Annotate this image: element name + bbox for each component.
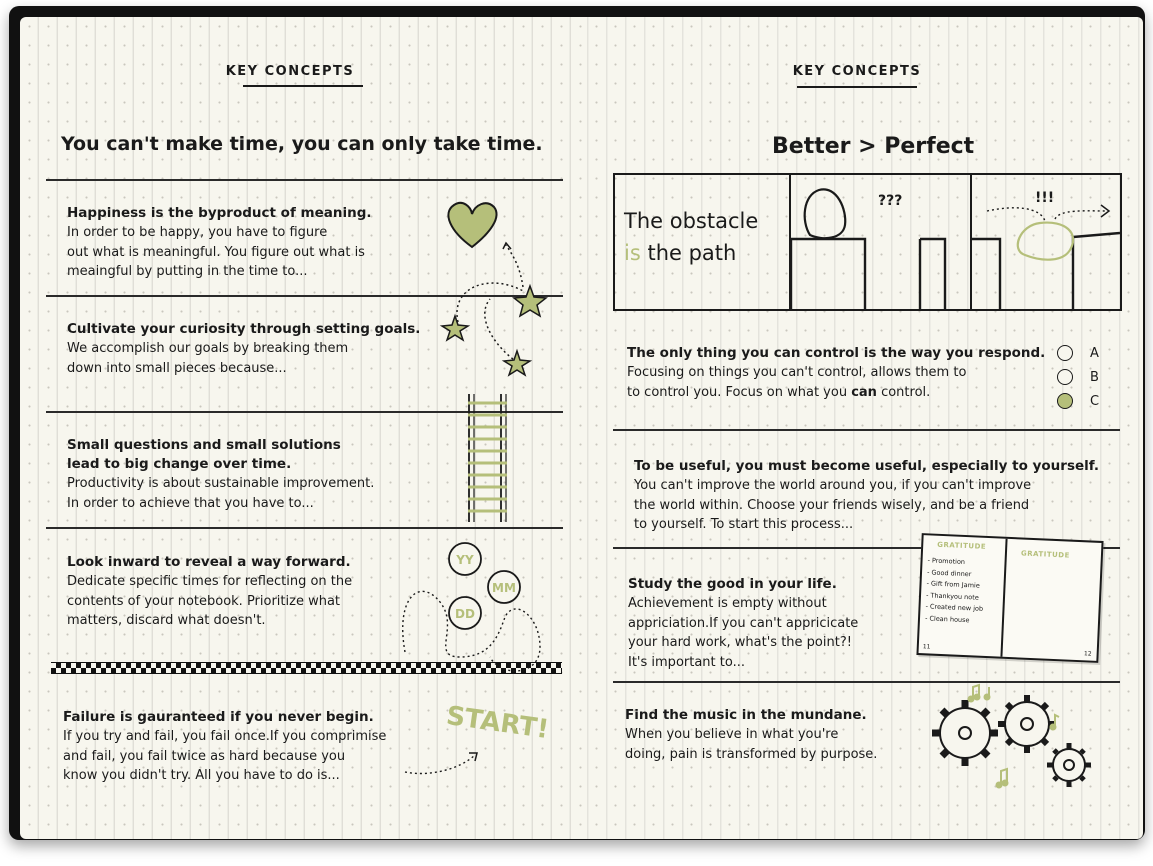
- option-list: [1057, 341, 1099, 413]
- notebook-spine: [1000, 539, 1007, 657]
- section-title-line2: lead to big change over time.: [67, 456, 292, 472]
- circle-yy-icon: [449, 543, 481, 575]
- arrow-head-icon: [1101, 205, 1109, 217]
- section-body-line: When you believe in what you're: [625, 727, 839, 742]
- header-underline: [797, 86, 917, 88]
- gratitude-list: [925, 555, 986, 626]
- radio-circle-filled-icon[interactable]: [1057, 393, 1073, 409]
- section-title: Cultivate your curiosity through setting goals.: [67, 321, 421, 337]
- left-page: [20, 17, 587, 839]
- section-body-line: and fail, you fail twice as hard because you: [63, 748, 346, 764]
- ladder-icon: [468, 394, 507, 522]
- section-body-line: Focusing on things you can't control, allows them to: [627, 365, 967, 380]
- gear-icon: [998, 695, 1056, 753]
- section-body-line: doing, pain is transformed by purpose.: [625, 746, 878, 762]
- option-label: C: [1090, 393, 1100, 409]
- section-body-line: It's important to...: [628, 654, 745, 670]
- gear-icon: [932, 700, 998, 766]
- page-number: 11: [922, 643, 931, 651]
- left-quote: You can't make time, you can only take time.: [61, 133, 543, 155]
- section-study-good: [628, 575, 858, 672]
- section-title: Find the music in the mundane.: [625, 707, 867, 723]
- section-title: Look inward to reveal a way forward.: [67, 554, 351, 570]
- comic-drawing: [615, 175, 1120, 309]
- gratitude-item: - Clean house: [924, 613, 970, 624]
- left-doodles: [20, 17, 587, 839]
- option-label: B: [1090, 369, 1099, 385]
- right-page-header: KEY CONCEPTS: [792, 64, 922, 79]
- comic-caption-line1: The obstacle: [624, 209, 759, 233]
- gear-icon: [1047, 743, 1091, 787]
- section-body-line: the world within. Choose your friends wisely, and be a friend: [634, 497, 1030, 513]
- page-number: 12: [1083, 650, 1092, 658]
- body-text: control.: [876, 384, 931, 400]
- section-body-line: know you didn't try. All you have to do is...: [63, 768, 340, 783]
- question-marks: ???: [878, 193, 903, 209]
- section-body-line: down into small pieces because...: [67, 360, 287, 376]
- body-bold-word: can: [851, 384, 877, 400]
- star-icon: [442, 316, 468, 340]
- section-body-line: In order to be happy, you have to figure: [67, 225, 328, 240]
- circle-dd-icon: [449, 597, 481, 629]
- gratitude-item: - Gift from Jamie: [926, 579, 980, 590]
- option-label: A: [1090, 345, 1099, 361]
- section-music: [625, 706, 877, 764]
- section-control: [627, 344, 1045, 402]
- section-title: To be useful, you must become useful, especially to yourself.: [634, 458, 1100, 474]
- gratitude-item: - Good dinner: [926, 567, 972, 578]
- comic-strip: [613, 173, 1122, 311]
- circle-mm-icon: [488, 571, 520, 603]
- circle-label: MM: [492, 581, 516, 595]
- section-body-line: You can't improve the world around you, if you can't improve: [634, 478, 1032, 493]
- heart-icon: [448, 203, 496, 247]
- rock-icon: [1018, 223, 1073, 260]
- rock-icon: [805, 189, 846, 238]
- section-body-line: In order to achieve that you have to...: [67, 495, 314, 511]
- divider: [613, 429, 1120, 431]
- gears-doodle: [917, 667, 1097, 792]
- left-page-header: KEY CONCEPTS: [225, 64, 355, 79]
- section-body-line: out what is meaningful. You figure out what is: [67, 244, 365, 260]
- section-body-line: Productivity is about sustainable improvement.: [67, 476, 375, 491]
- section-title: Study the good in your life.: [628, 576, 837, 592]
- section-body-line: appriciation.If you can't appricicate: [628, 615, 859, 631]
- gratitude-item: - Created new job: [925, 602, 984, 613]
- option-c[interactable]: [1057, 389, 1099, 413]
- start-label: START!: [444, 701, 551, 746]
- section-title: The only thing you can control is the way you respond.: [627, 345, 1046, 361]
- star-icon: [514, 286, 546, 316]
- radio-circle-icon[interactable]: [1057, 345, 1073, 361]
- section-body-line: Achievement is empty without: [628, 596, 827, 611]
- gratitude-item: - Thankyou note: [925, 590, 979, 602]
- gratitude-right-title: GRATITUDE: [1020, 549, 1071, 560]
- section-body-line: [627, 383, 1045, 403]
- section-title: Small questions and small solutions: [67, 437, 341, 453]
- option-a[interactable]: [1057, 341, 1099, 365]
- exclamation-marks: !!!: [1035, 190, 1055, 206]
- comic-accent-word: is: [624, 241, 641, 265]
- option-b[interactable]: [1057, 365, 1099, 389]
- section-body-line: matters, discard what doesn't.: [67, 613, 266, 628]
- right-page: [587, 17, 1143, 839]
- section-body-line: We accomplish our goals by breaking them: [67, 341, 349, 356]
- circle-label: YY: [456, 553, 474, 567]
- notebook: [9, 6, 1145, 840]
- section-body-line: your hard work, what's the point?!: [628, 635, 852, 650]
- section-body-line: meaingful by putting in the time to...: [67, 264, 308, 279]
- right-title: Better > Perfect: [772, 134, 975, 159]
- radio-circle-icon[interactable]: [1057, 369, 1073, 385]
- section-body-line: Dedicate specific times for reflecting on the: [67, 574, 353, 589]
- section-body-line: If you try and fail, you fail once.If you comprimise: [63, 729, 387, 744]
- section-title: Happiness is the byproduct of meaning.: [67, 205, 372, 221]
- circle-label: DD: [455, 607, 475, 621]
- gratitude-notebook: [916, 533, 1103, 663]
- comic-caption-rest: the path: [640, 241, 737, 265]
- body-text: to control you. Focus on what you: [627, 384, 852, 400]
- section-title: Failure is gauranteed if you never begin.: [63, 709, 374, 725]
- gratitude-left-title: GRATITUDE: [937, 540, 987, 551]
- section-body-line: to yourself. To start this process...: [634, 517, 854, 532]
- arrow-head-icon: [503, 243, 511, 249]
- gratitude-item: - Promotion: [927, 556, 966, 566]
- section-body-line: contents of your notebook. Prioritize what: [67, 593, 341, 609]
- section-useful: [634, 457, 1099, 535]
